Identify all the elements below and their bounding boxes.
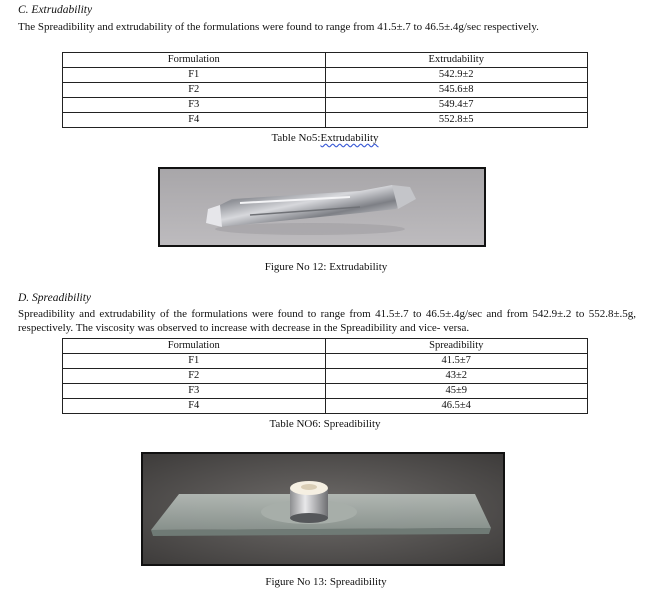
- figure-13-caption: Figure No 13: Spreadibility: [265, 576, 387, 588]
- foil-tube-image: [160, 169, 484, 245]
- column-header-formulation: Formulation: [63, 53, 326, 68]
- extrudability-table: [62, 52, 588, 128]
- figure-12-caption: Figure No 12: Extrudability: [264, 261, 388, 273]
- extrudability-photo: [158, 167, 486, 247]
- formulation-cell: F2: [63, 369, 326, 384]
- spreadibility-cell: 43±2: [325, 369, 588, 384]
- extrudability-cell: 552.8±5: [325, 113, 588, 128]
- formulation-cell: F4: [63, 399, 326, 414]
- table-row: [63, 68, 588, 83]
- table-row: [63, 399, 588, 414]
- column-header-extrudability: Extrudability: [325, 53, 588, 68]
- extrudability-cell: 549.4±7: [325, 98, 588, 113]
- spreadibility-cell: 46.5±4: [325, 399, 588, 414]
- table-row: [63, 354, 588, 369]
- spreadibility-cell: 41.5±7: [325, 354, 588, 369]
- table-5-caption-term: Extrudability: [320, 132, 379, 144]
- spreadibility-cell: 45±9: [325, 384, 588, 399]
- section-c-paragraph: The Spreadibility and extrudability of the formulations were found to range from 41.5±.7 to 46.5±.4g/sec respectively.: [18, 21, 539, 33]
- glass-slide-image: [143, 454, 503, 564]
- table-row: [63, 113, 588, 128]
- extrudability-cell: 542.9±2: [325, 68, 588, 83]
- table-header-row: [63, 339, 588, 354]
- table-row: [63, 369, 588, 384]
- column-header-spreadibility: Spreadibility: [325, 339, 588, 354]
- formulation-cell: F4: [63, 113, 326, 128]
- spreadibility-table: [62, 338, 588, 414]
- table-header-row: [63, 53, 588, 68]
- spreadibility-photo: [141, 452, 505, 566]
- extrudability-cell: 545.6±8: [325, 83, 588, 98]
- table-row: [63, 98, 588, 113]
- table-row: [63, 384, 588, 399]
- section-d-paragraph: Spreadibility and extrudability of the formulations were found to range from 41.5±.7 to 46.5±.4g/sec and from 542.9±.2 to 552.8±.5g, respectively. The viscosity was observed to increase with decrease in the Spreadibility and vice- versa.: [18, 308, 636, 334]
- table-6-caption: Table NO6: Spreadibility: [269, 418, 381, 430]
- formulation-cell: F3: [63, 98, 326, 113]
- formulation-cell: F3: [63, 384, 326, 399]
- section-d-heading: D. Spreadibility: [18, 292, 92, 304]
- table-5-caption-prefix: Table No5:: [271, 132, 321, 144]
- section-c-heading: C. Extrudability: [18, 4, 93, 16]
- formulation-cell: F1: [63, 354, 326, 369]
- formulation-cell: F2: [63, 83, 326, 98]
- column-header-formulation: Formulation: [63, 339, 326, 354]
- formulation-cell: F1: [63, 68, 326, 83]
- table-5-caption: [225, 132, 425, 144]
- table-row: [63, 83, 588, 98]
